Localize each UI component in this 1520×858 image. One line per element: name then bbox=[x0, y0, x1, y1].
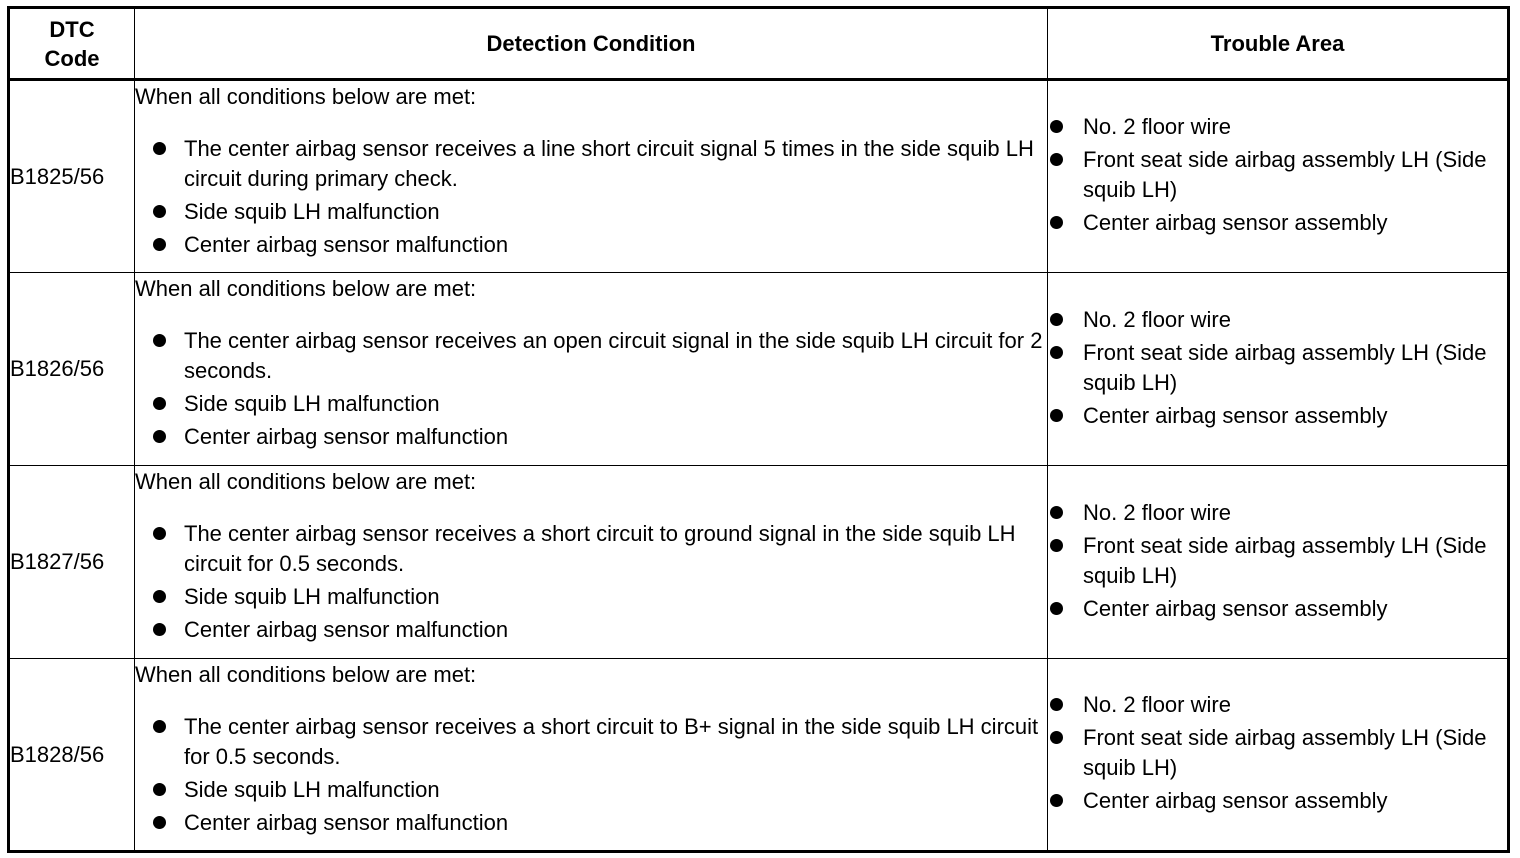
condition-intro: When all conditions below are met: bbox=[135, 276, 477, 301]
table-row bbox=[9, 273, 1509, 466]
header-dtc-code bbox=[9, 8, 135, 80]
bullet-icon bbox=[1050, 602, 1063, 615]
bullet-icon bbox=[1050, 346, 1063, 359]
condition-item bbox=[135, 197, 1047, 227]
condition-list bbox=[135, 712, 1047, 838]
trouble-item bbox=[1048, 145, 1507, 205]
dtc-code-cell: B1828/56 bbox=[9, 659, 135, 852]
trouble-text: Front seat side airbag assembly LH (Side squib LH) bbox=[1083, 147, 1487, 202]
dtc-table bbox=[7, 6, 1510, 853]
bullet-icon bbox=[1050, 539, 1063, 552]
table-row bbox=[9, 659, 1509, 852]
bullet-icon bbox=[1050, 506, 1063, 519]
trouble-text: No. 2 floor wire bbox=[1083, 306, 1231, 332]
trouble-item bbox=[1048, 338, 1507, 398]
trouble-item bbox=[1048, 786, 1507, 816]
detection-condition-cell bbox=[135, 273, 1048, 466]
bullet-icon bbox=[153, 430, 166, 443]
trouble-text: Center airbag sensor assembly bbox=[1083, 402, 1388, 428]
condition-item bbox=[135, 422, 1047, 452]
bullet-icon bbox=[153, 590, 166, 603]
condition-item bbox=[135, 615, 1047, 645]
bullet-icon bbox=[1050, 794, 1063, 807]
condition-item bbox=[135, 230, 1047, 260]
trouble-text: Front seat side airbag assembly LH (Side squib LH) bbox=[1083, 725, 1487, 780]
trouble-item bbox=[1048, 498, 1507, 528]
table-header-row bbox=[9, 8, 1509, 80]
detection-condition-cell bbox=[135, 466, 1048, 659]
condition-item bbox=[135, 712, 1047, 772]
bullet-icon bbox=[1050, 153, 1063, 166]
condition-item bbox=[135, 808, 1047, 838]
condition-text: Side squib LH malfunction bbox=[184, 199, 440, 224]
condition-list bbox=[135, 134, 1047, 260]
bullet-icon bbox=[1050, 120, 1063, 133]
bullet-icon bbox=[153, 816, 166, 829]
condition-item bbox=[135, 326, 1047, 386]
trouble-text: No. 2 floor wire bbox=[1083, 114, 1231, 139]
trouble-text: Center airbag sensor assembly bbox=[1083, 595, 1388, 621]
trouble-text: Center airbag sensor assembly bbox=[1083, 210, 1388, 235]
trouble-text: No. 2 floor wire bbox=[1083, 692, 1231, 717]
condition-text: Center airbag sensor malfunction bbox=[184, 232, 509, 257]
trouble-list bbox=[1048, 498, 1507, 624]
bullet-icon bbox=[1050, 731, 1063, 744]
bullet-icon bbox=[153, 720, 166, 733]
bullet-icon bbox=[1050, 698, 1063, 711]
trouble-text: Center airbag sensor assembly bbox=[1083, 788, 1388, 813]
trouble-item bbox=[1048, 401, 1507, 431]
condition-text: The center airbag sensor receives an open circuit signal in the side squib LH circuit for 2 seconds. bbox=[184, 328, 1043, 383]
bullet-icon bbox=[153, 205, 166, 218]
header-dtc-code-label: DTC Code bbox=[44, 16, 100, 71]
condition-text: Side squib LH malfunction bbox=[184, 777, 440, 802]
trouble-item bbox=[1048, 594, 1507, 624]
trouble-list bbox=[1048, 112, 1507, 238]
detection-condition-cell bbox=[135, 659, 1048, 852]
condition-text: Center airbag sensor malfunction bbox=[184, 424, 509, 449]
trouble-area-cell bbox=[1048, 466, 1509, 659]
trouble-item bbox=[1048, 305, 1507, 335]
trouble-item bbox=[1048, 723, 1507, 783]
bullet-icon bbox=[1050, 409, 1063, 422]
bullet-icon bbox=[153, 238, 166, 251]
condition-item bbox=[135, 775, 1047, 805]
condition-intro: When all conditions below are met: bbox=[135, 469, 477, 494]
condition-list bbox=[135, 519, 1047, 645]
condition-text: The center airbag sensor receives a short circuit to B+ signal in the side squib LH circuit for 0.5 seconds. bbox=[184, 714, 1039, 769]
condition-intro: When all conditions below are met: bbox=[135, 84, 477, 109]
trouble-list bbox=[1048, 690, 1507, 816]
table-row bbox=[9, 466, 1509, 659]
condition-text: Side squib LH malfunction bbox=[184, 391, 440, 416]
dtc-code-cell: B1827/56 bbox=[9, 466, 135, 659]
trouble-text: Front seat side airbag assembly LH (Side squib LH) bbox=[1083, 532, 1487, 588]
detection-condition-cell bbox=[135, 80, 1048, 273]
dtc-code-cell: B1825/56 bbox=[9, 80, 135, 273]
bullet-icon bbox=[1050, 216, 1063, 229]
condition-list bbox=[135, 326, 1047, 452]
trouble-area-cell bbox=[1048, 659, 1509, 852]
condition-text: Side squib LH malfunction bbox=[184, 584, 440, 609]
condition-text: Center airbag sensor malfunction bbox=[184, 617, 509, 642]
condition-text: The center airbag sensor receives a short circuit to ground signal in the side squib LH circuit for 0.5 seconds. bbox=[184, 521, 1016, 576]
bullet-icon bbox=[153, 142, 166, 155]
bullet-icon bbox=[1050, 313, 1063, 326]
condition-text: Center airbag sensor malfunction bbox=[184, 810, 509, 835]
condition-item bbox=[135, 389, 1047, 419]
trouble-item bbox=[1048, 690, 1507, 720]
condition-item bbox=[135, 519, 1047, 579]
trouble-area-cell bbox=[1048, 80, 1509, 273]
header-trouble-area: Trouble Area bbox=[1048, 8, 1509, 80]
bullet-icon bbox=[153, 527, 166, 540]
bullet-icon bbox=[153, 783, 166, 796]
header-detection-condition: Detection Condition bbox=[135, 8, 1048, 80]
trouble-list bbox=[1048, 305, 1507, 431]
condition-item bbox=[135, 134, 1047, 194]
bullet-icon bbox=[153, 623, 166, 636]
trouble-item bbox=[1048, 112, 1507, 142]
trouble-item bbox=[1048, 531, 1507, 591]
table-row bbox=[9, 80, 1509, 273]
trouble-text: No. 2 floor wire bbox=[1083, 499, 1231, 525]
bullet-icon bbox=[153, 334, 166, 347]
trouble-area-cell bbox=[1048, 273, 1509, 466]
dtc-code-cell: B1826/56 bbox=[9, 273, 135, 466]
bullet-icon bbox=[153, 397, 166, 410]
trouble-item bbox=[1048, 208, 1507, 238]
condition-text: The center airbag sensor receives a line short circuit signal 5 times in the side squib LH circuit during primary check. bbox=[184, 136, 1034, 191]
condition-intro: When all conditions below are met: bbox=[135, 662, 477, 687]
condition-item bbox=[135, 582, 1047, 612]
trouble-text: Front seat side airbag assembly LH (Side squib LH) bbox=[1083, 339, 1487, 395]
